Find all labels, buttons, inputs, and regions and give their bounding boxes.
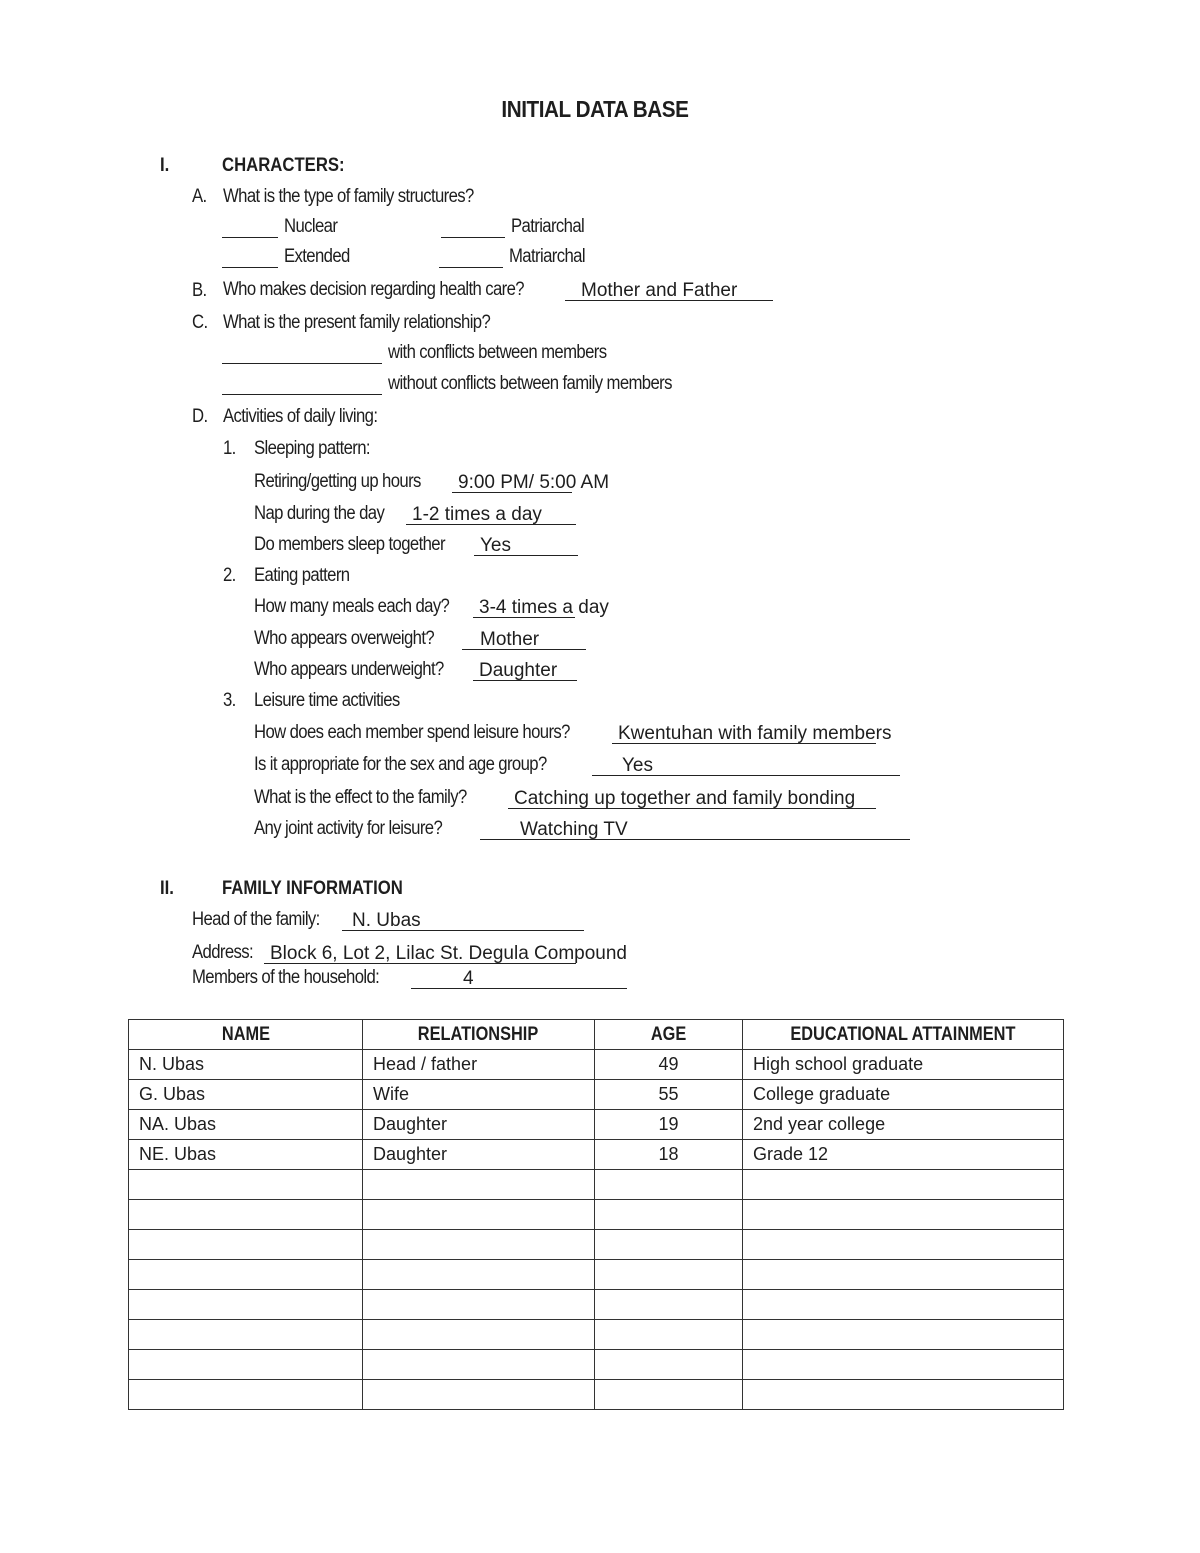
cell-education[interactable] xyxy=(743,1350,1064,1380)
cell-relationship[interactable]: Daughter xyxy=(363,1110,595,1140)
cell-name[interactable] xyxy=(129,1260,363,1290)
cell-age[interactable] xyxy=(595,1350,743,1380)
cell-name[interactable]: N. Ubas xyxy=(129,1050,363,1080)
item-b-letter: B. xyxy=(192,280,207,301)
joint-activity-field[interactable]: Watching TV xyxy=(480,819,910,840)
effect-row: What is the effect to the family? Catching up together and family bonding xyxy=(254,787,876,809)
cell-education[interactable] xyxy=(743,1290,1064,1320)
appropriate-row: Is it appropriate for the sex and age group? Yes xyxy=(254,754,900,776)
cell-relationship[interactable] xyxy=(363,1230,595,1260)
cell-relationship[interactable]: Head / father xyxy=(363,1050,595,1080)
section-2-number: II. xyxy=(160,878,174,899)
option-patriarchal[interactable]: Patriarchal xyxy=(441,216,594,238)
cell-education[interactable]: High school graduate xyxy=(743,1050,1064,1080)
cell-age[interactable]: 19 xyxy=(595,1110,743,1140)
cell-education[interactable] xyxy=(743,1230,1064,1260)
cell-education[interactable] xyxy=(743,1200,1064,1230)
cell-age[interactable] xyxy=(595,1230,743,1260)
table-row xyxy=(129,1050,1064,1080)
cell-age[interactable] xyxy=(595,1320,743,1350)
table-row xyxy=(129,1350,1064,1380)
cell-relationship[interactable] xyxy=(363,1290,595,1320)
item-a-letter: A. xyxy=(192,186,207,207)
cell-name[interactable]: NA. Ubas xyxy=(129,1110,363,1140)
household-members-field[interactable]: 4 xyxy=(411,968,627,989)
item-d-letter: D. xyxy=(192,406,208,427)
cell-relationship[interactable] xyxy=(363,1350,595,1380)
leisure-hours-row: How does each member spend leisure hours? Kwentuhan with family members xyxy=(254,722,892,744)
cell-age[interactable]: 49 xyxy=(595,1050,743,1080)
table-row xyxy=(129,1140,1064,1170)
blank-line[interactable] xyxy=(222,247,278,268)
cell-relationship[interactable]: Daughter xyxy=(363,1140,595,1170)
cell-name[interactable] xyxy=(129,1230,363,1260)
sleep-hours-field[interactable]: 9:00 PM/ 5:00 AM xyxy=(452,472,572,493)
table-row xyxy=(129,1380,1064,1410)
cell-relationship[interactable] xyxy=(363,1200,595,1230)
col-header-relationship: RELATIONSHIP xyxy=(363,1020,595,1050)
item-c-question: What is the present family relationship? xyxy=(223,312,491,333)
family-members-table xyxy=(128,1019,1064,1410)
table-row xyxy=(129,1290,1064,1320)
cell-relationship[interactable]: Wife xyxy=(363,1080,595,1110)
col-header-education: EDUCATIONAL ATTAINMENT xyxy=(743,1020,1064,1050)
effect-field[interactable]: Catching up together and family bonding xyxy=(508,788,876,809)
meals-row: How many meals each day? 3-4 times a day xyxy=(254,596,609,618)
cell-relationship[interactable] xyxy=(363,1170,595,1200)
cell-relationship[interactable] xyxy=(363,1320,595,1350)
cell-name[interactable] xyxy=(129,1350,363,1380)
sleep-together-row: Do members sleep together Yes xyxy=(254,534,578,556)
health-decision-field[interactable]: Mother and Father xyxy=(565,280,773,301)
cell-name[interactable]: NE. Ubas xyxy=(129,1140,363,1170)
item-b-row: Who makes decision regarding health care? Mother and Father xyxy=(223,279,773,301)
address-field[interactable]: Block 6, Lot 2, Lilac St. Degula Compound xyxy=(264,943,576,964)
household-members-row: Members of the household: 4 xyxy=(192,967,627,989)
appropriate-field[interactable]: Yes xyxy=(592,755,900,776)
overweight-row: Who appears overweight? Mother xyxy=(254,628,586,650)
cell-age[interactable] xyxy=(595,1170,743,1200)
blank-line[interactable] xyxy=(439,247,503,268)
cell-education[interactable]: 2nd year college xyxy=(743,1110,1064,1140)
cell-education[interactable]: College graduate xyxy=(743,1080,1064,1110)
meals-field[interactable]: 3-4 times a day xyxy=(473,597,575,618)
joint-activity-row: Any joint activity for leisure? Watching TV xyxy=(254,818,910,840)
option-matriarchal[interactable]: Matriarchal xyxy=(439,246,595,268)
cell-age[interactable]: 18 xyxy=(595,1140,743,1170)
option-nuclear[interactable]: Nuclear xyxy=(222,216,345,238)
leisure-hours-field[interactable]: Kwentuhan with family members xyxy=(612,723,876,744)
cell-education[interactable] xyxy=(743,1260,1064,1290)
item-c-letter: C. xyxy=(192,312,208,333)
section-2-heading: FAMILY INFORMATION xyxy=(222,878,403,899)
eating-number: 2. xyxy=(223,565,236,586)
sleep-together-field[interactable]: Yes xyxy=(474,535,578,556)
item-d-heading: Activities of daily living: xyxy=(223,406,378,427)
table-row xyxy=(129,1230,1064,1260)
section-1-heading: CHARACTERS: xyxy=(222,155,345,176)
blank-line[interactable] xyxy=(222,343,382,364)
leisure-heading: Leisure time activities xyxy=(254,690,400,711)
option-with-conflicts[interactable]: with conflicts between members xyxy=(222,342,636,364)
table-header-row xyxy=(129,1020,1064,1050)
cell-relationship[interactable] xyxy=(363,1380,595,1410)
option-extended[interactable]: Extended xyxy=(222,246,359,268)
cell-age[interactable] xyxy=(595,1260,743,1290)
section-1-number: I. xyxy=(160,155,170,176)
underweight-row: Who appears underweight? Daughter xyxy=(254,659,577,681)
col-header-age: AGE xyxy=(595,1020,743,1050)
leisure-number: 3. xyxy=(223,690,236,711)
cell-name[interactable] xyxy=(129,1290,363,1320)
cell-age[interactable] xyxy=(595,1200,743,1230)
underweight-field[interactable]: Daughter xyxy=(473,660,577,681)
table-row xyxy=(129,1260,1064,1290)
option-without-conflicts[interactable]: without conflicts between family members xyxy=(222,373,711,395)
overweight-field[interactable]: Mother xyxy=(462,629,586,650)
cell-age[interactable] xyxy=(595,1290,743,1320)
cell-education[interactable] xyxy=(743,1380,1064,1410)
cell-name[interactable]: G. Ubas xyxy=(129,1080,363,1110)
sleep-hours-row: Retiring/getting up hours 9:00 PM/ 5:00 AM xyxy=(254,471,610,493)
blank-line[interactable] xyxy=(222,374,382,395)
cell-age[interactable]: 55 xyxy=(595,1080,743,1110)
eating-heading: Eating pattern xyxy=(254,565,350,586)
table-row xyxy=(129,1320,1064,1350)
item-a-question: What is the type of family structures? xyxy=(223,186,474,207)
cell-education[interactable] xyxy=(743,1320,1064,1350)
head-of-family-field[interactable]: N. Ubas xyxy=(342,910,584,931)
sleeping-heading: Sleeping pattern: xyxy=(254,438,370,459)
cell-age[interactable] xyxy=(595,1380,743,1410)
nap-field[interactable]: 1-2 times a day xyxy=(406,504,576,525)
sleeping-number: 1. xyxy=(223,438,236,459)
cell-name[interactable] xyxy=(129,1170,363,1200)
cell-education[interactable]: Grade 12 xyxy=(743,1140,1064,1170)
table-row xyxy=(129,1080,1064,1110)
address-row: Address: Block 6, Lot 2, Lilac St. Degula Compound xyxy=(192,942,627,964)
blank-line[interactable] xyxy=(441,217,505,238)
cell-name[interactable] xyxy=(129,1200,363,1230)
col-header-name: NAME xyxy=(129,1020,363,1050)
cell-education[interactable] xyxy=(743,1170,1064,1200)
cell-relationship[interactable] xyxy=(363,1260,595,1290)
table-row xyxy=(129,1170,1064,1200)
table-row xyxy=(129,1110,1064,1140)
page-title: INITIAL DATA BASE xyxy=(501,96,689,122)
cell-name[interactable] xyxy=(129,1380,363,1410)
blank-line[interactable] xyxy=(222,217,278,238)
head-of-family-row: Head of the family: N. Ubas xyxy=(192,909,584,931)
nap-row: Nap during the day 1-2 times a day xyxy=(254,503,576,525)
table-row xyxy=(129,1200,1064,1230)
cell-name[interactable] xyxy=(129,1320,363,1350)
